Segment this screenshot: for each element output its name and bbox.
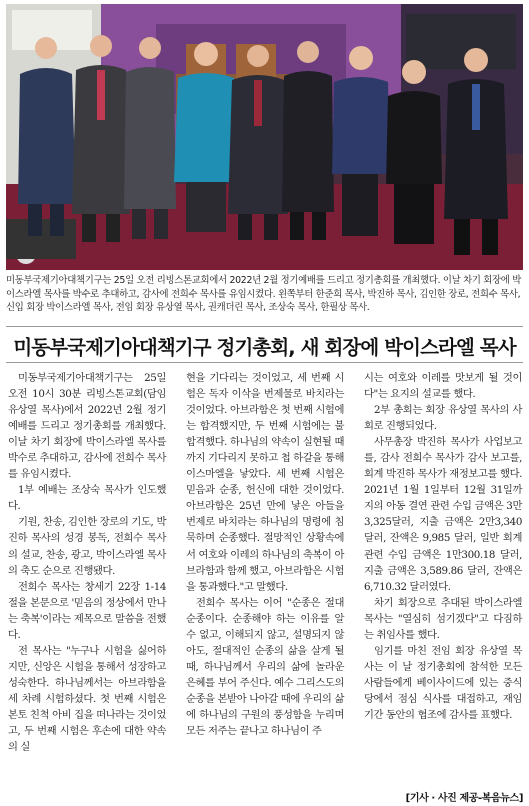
paragraph: 미동부국제기아대책기구는 25일 오전 10시 30분 리빙스톤교회(담임 유상열 목사)에서 2022년 2월 정기예배를 드리고 정기총회를 개최했다. 이날 차기 회장에 박이스라엘 목사를 박수로 추대하고, 감사에 전희수 목사를 유임시켰다. (8, 372, 166, 481)
paragraph: 전희수 목사는 창세기 22장 1-14절을 본문으로 '믿음의 정상에서 만나는 축복'이라는 제목으로 말씀을 전했다. (8, 580, 166, 641)
paragraph: 1부 예배는 조상숙 목사가 인도했다. (8, 484, 166, 513)
article-column-1 (8, 370, 166, 755)
photo-credit: [기사 · 사진 제공-복음뉴스] (405, 793, 523, 804)
article-column-3 (364, 370, 522, 723)
paragraph: 차기 회장으로 추대된 박이스라엘 목사는 "열심히 섬기겠다"고 다짐하는 취임사를 했다. (364, 596, 522, 641)
article-body (8, 370, 523, 802)
paragraph: 기원, 찬송, 김인한 장로의 기도, 박진하 목사의 성경 봉독, 전희수 목사의 설교, 찬송, 광고, 박이스라엘 목사의 축도 순으로 진행됐다. (8, 516, 166, 577)
paragraph: 전 목사는 "누구나 시험을 싫어하지만, 신앙은 시험을 통해서 성장하고 성숙한다. 하나님께서는 아브라함을 세 차례 시험하셨다. 첫 번째 시험은 본토 친척 아비 집을 떠나라는 것이었고, 두 번째 시험은 후손에 대한 약속의 실 (8, 644, 166, 754)
photo-caption: 미동부국제기아대책기구는 25일 오전 리빙스톤교회에서 2022년 2월 정기예배를 드리고 정기총회를 개최했다. 이날 차기 회장에 박이스라엘 목사를 박수로 추대하고, 감사에 전희수 목사를 유임시켰다. 왼쪽부터 한준희 목사, 박진하 목사, 김인한 장로, 전희수 목사, 신입 회장 박이스라엘 목사, 전임 회장 유상열 목사, 권캐더린 목사, 조상숙 목사, 한필상 목사. (6, 275, 521, 314)
divider (6, 326, 523, 327)
paragraph: 임기를 마친 전임 회장 유상열 목사는 이 날 정기총회에 참석한 모든 사람들에게 베이사이드에 있는 중식당에서 점심 식사를 대접하고, 재임 기간 동안의 협조에 감사를 표했다. (364, 644, 522, 721)
paragraph: 현을 기다리는 것이었고, 세 번째 시험은 독자 이삭을 번제물로 바치라는 것이었다. 아브라함은 첫 번째 시험에는 합격했지만, 두 번째 시험에는 불합격했다. 하나님의 약속이 실현될 때까지 기다리지 못하고 첩 하갈을 통해 이스마엘을 낳았다. 세 번째 시험은 믿음과 순종, 헌신에 대한 것이었다. 아브라함은 25년 만에 낳은 아들을 번제로 바치라는 하나님의 명령에 침묵하며 순종했다. 절망적인 상황속에서 여호와 이레의 하나님의 축복이 아브라함과 함께 했고, 아브라함은 시험을 통과했다."고 말했다. (186, 372, 344, 593)
paragraph: 2부 총회는 회장 유상열 목사의 사회로 진행되었다. (364, 404, 522, 433)
paragraph: 전희수 목사는 이어 "순종은 절대 순종이다. 순종해야 하는 이유를 알 수 없고, 이해되지 않고, 설명되지 않아도, 절대적인 순종의 삶을 살게 될 때, 하나님께서 우리의 삶에 놀라운 은혜를 부어 주신다. 예수 그리스도의 순종을 본받아 나아갈 때에 우리의 삶에 하나님의 구원의 풍성함을 누리며 모든 저주는 끝나고 하나님이 주 (186, 596, 344, 738)
paragraph: 사무총장 박진하 목사가 사업보고를, 감사 전희수 목사가 감사 보고를, 회계 박진하 목사가 재정보고를 했다. 2021년 1월 1일부터 12월 31일까지의 아동 결연 관련 수입 금액은 3만3,325달러, 지출 금액은 2만3,340 달러, 잔액은 9,985 달러, 일반 회계 관련 수입 금액은 1만300.18 달러, 지출 금액은 3,589.86 달러, 잔액은 6,710.32 달러였다. (364, 436, 522, 593)
divider (6, 362, 523, 363)
group-photo (6, 4, 523, 270)
article-column-2 (186, 370, 344, 739)
headline: 미동부국제기아대책기구 정기총회, 새 회장에 박이스라엘 목사 (13, 336, 516, 359)
paragraph: 시는 여호와 이레를 맛보게 될 것이다"는 요지의 설교를 했다. (364, 372, 522, 401)
